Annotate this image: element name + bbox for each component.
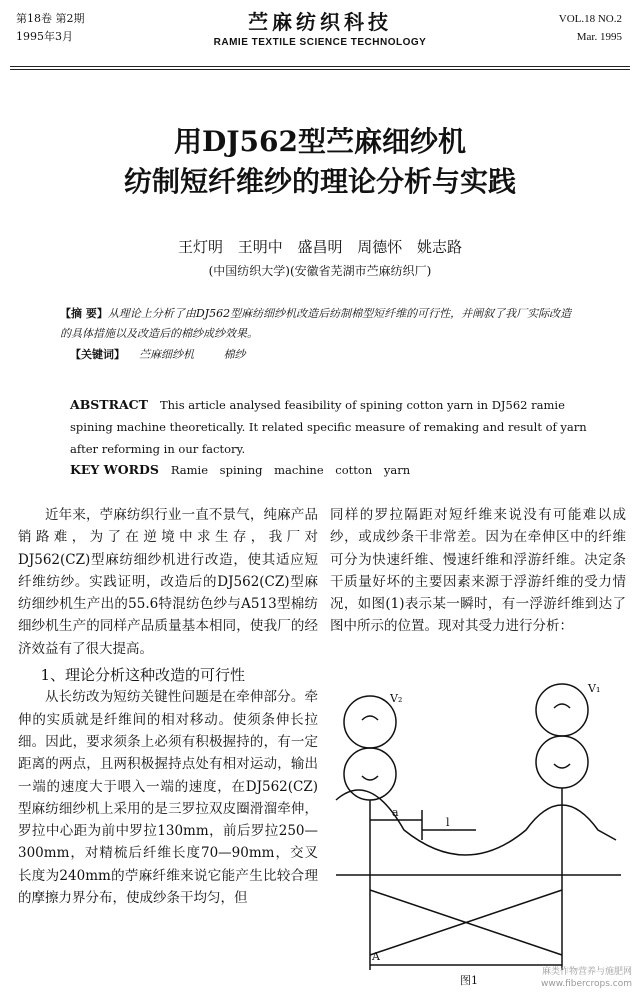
friction-field-curve [336, 790, 616, 855]
keywords-cn-value: 苎麻细纱机 棉纱 [139, 348, 246, 361]
watermark-line2: www.fibercrops.com [541, 979, 632, 989]
affiliation: (中国纺织大学)(安徽省芜湖市苎麻纺织厂) [208, 264, 432, 278]
keywords-en [70, 462, 410, 477]
keywords-cn-label: 【关键词】 [70, 348, 125, 361]
volume-en: VOL.18 NO.2 [558, 13, 622, 25]
right-top-roller [536, 684, 588, 736]
header-right [559, 10, 622, 46]
keywords-cn [70, 346, 246, 362]
journal-title-en: RAMIE TEXTILE SCIENCE TECHNOLOGY [213, 37, 427, 48]
abstract-cn-text: 从理论上分析了由DJ562型麻纺细纱机改造后纺制棉型短纤维的可行性，并阐叙了我厂实际改造的具体措施以及改造后的棉纱成纱效果。 [60, 307, 572, 340]
keywords-en-label: KEY WORDS [70, 462, 159, 477]
figure-label: a [392, 806, 399, 819]
right-bottom-roller-arrow [554, 764, 570, 768]
abstract-cn-label: 【摘 要】 [60, 307, 108, 320]
watermark [541, 966, 632, 990]
figure-1-drafting-diagram [326, 680, 626, 980]
abstract-en-label: ABSTRACT [70, 397, 148, 412]
volume-cn: 第18卷 第2期 [16, 12, 85, 25]
keywords-en-value: Ramie spining machine cotton yarn [170, 463, 411, 477]
abstract-en [70, 394, 590, 460]
figure-label: V₁ [588, 682, 601, 695]
header-center [0, 6, 640, 48]
watermark-line1: 麻类作物营养与施肥网 [541, 967, 632, 977]
right-bottom-roller [536, 736, 588, 788]
body-paragraph: 同样的罗拉隔距对短纤维来说没有可能难以成纱，或成纱条干非常差。因为在牵伸区中的纤维可分为快速纤维、慢速纤维和浮游纤维。决定条干质量好坏的主要因素来源于浮游纤维的受力情况，如图(1)表示某一瞬时，有一浮游纤维到达了图中所示的位置。现对其受力进行分析： [330, 507, 626, 635]
page-header [0, 0, 640, 70]
figure-label: l [446, 816, 450, 829]
body-left-column [18, 504, 318, 909]
authors: 王灯明 王明中 盛昌明 周德怀 姚志路 [177, 238, 463, 256]
abstract-en-text: This article analysed feasibility of spining cotton yarn in DJ562 ramie spining machine theoretically. It related specific measure of remaking and result of yarn after reforming in our factory. [70, 398, 587, 456]
section-heading: 1、理论分析这种改造的可行性 [40, 666, 246, 685]
figure-label: A [372, 950, 380, 963]
date-cn: 1995年3月 [16, 30, 73, 43]
body-paragraph: 近年来，苧麻纺织行业一直不景气，纯麻产品销路难，为了在逆境中求生存，我厂对DJ562(CZ)型麻纺细纱机进行改造，使其适应短纤维纺纱。实践证明，改造后的DJ562(CZ)型麻纺细纱机生产出的55.6特混纺色纱与A513型棉纺细纱机生产的同样产品质量基本相同，使我厂的经济效益有了很大提高。 [18, 507, 318, 657]
journal-title-cn: 苎麻纺织科技 [248, 10, 392, 34]
left-top-roller-arrow [362, 716, 378, 720]
right-top-roller-arrow [554, 704, 570, 708]
date-en: Mar. 1995 [576, 31, 622, 43]
left-bottom-roller-arrow [362, 776, 378, 780]
figure-label: V₂ [390, 692, 403, 705]
header-rule-thin [10, 69, 630, 70]
header-rule-thick [10, 66, 630, 67]
figure-caption: 图1 [460, 974, 478, 987]
abstract-cn [60, 304, 580, 344]
article-title-line1: 用DJ562型苎麻细纱机 [174, 125, 466, 158]
left-top-roller [344, 696, 396, 748]
body-right-column [330, 504, 626, 638]
body-paragraph: 从长纺改为短纺关键性问题是在牵伸部分。牵伸的实质就是纤维间的相对移动。使须条伸长拉细。因此，要求须条上必须有积极握持的，有一定距离的两点，且两积极握持点处有相对运动，输出一端的速度大于喂入一端的速度，在DJ562(CZ)型麻纺细纱机上采用的是三罗拉双皮圈滑溜牵伸，罗拉中心距为前中罗拉130mm，前后罗拉250—300mm，对精梳后纤维长度70—90mm，交叉长度为240mm的苧麻纤维来说它能产生比较合理的摩擦力界分布，使成纱条干均匀，但 [18, 689, 318, 907]
article-title-line2: 纺制短纤维纱的理论分析与实践 [123, 165, 516, 198]
